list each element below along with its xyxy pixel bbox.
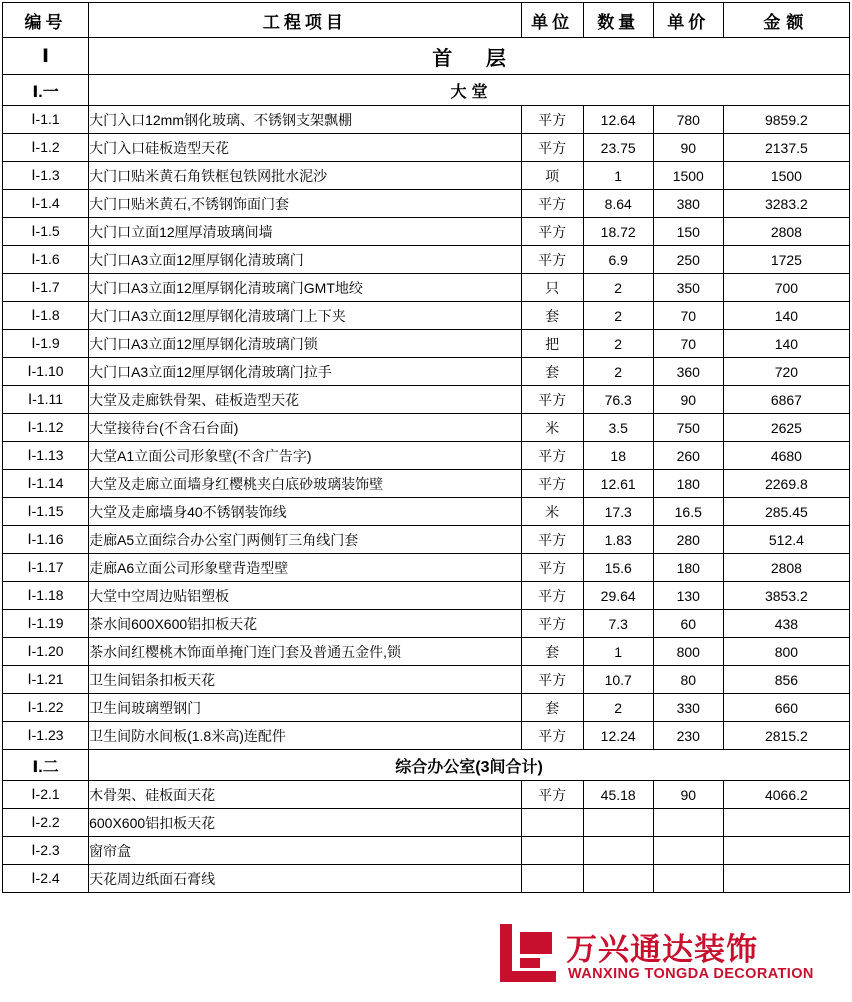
row-price: 260 [653, 442, 723, 470]
row-item: 茶水间红樱桃木饰面单掩门连门套及普通五金件,锁 [89, 638, 522, 666]
row-amount: 140 [723, 302, 849, 330]
row-code: Ⅰ-1.20 [3, 638, 89, 666]
row-price: 70 [653, 330, 723, 358]
row-price: 250 [653, 246, 723, 274]
table-row [3, 666, 850, 694]
table-row [3, 442, 850, 470]
row-price [653, 837, 723, 865]
table-row [3, 865, 850, 893]
row-unit: 平方 [521, 246, 583, 274]
row-unit: 平方 [521, 781, 583, 809]
row-item: 大堂及走廊墙身40不锈钢装饰线 [89, 498, 522, 526]
row-item: 走廊A6立面公司形象壁背造型壁 [89, 554, 522, 582]
row-code: Ⅰ-1.6 [3, 246, 89, 274]
row-qty [583, 837, 653, 865]
row-price: 150 [653, 218, 723, 246]
row-qty: 18 [583, 442, 653, 470]
row-code: Ⅰ-1.3 [3, 162, 89, 190]
row-code: Ⅰ-2.3 [3, 837, 89, 865]
row-unit: 平方 [521, 610, 583, 638]
row-qty: 76.3 [583, 386, 653, 414]
company-name-en: WANXING TONGDA DECORATION [568, 966, 814, 982]
row-code: Ⅰ-2.1 [3, 781, 89, 809]
row-qty: 2 [583, 358, 653, 386]
row-unit [521, 865, 583, 893]
header-item: 工程项目 [89, 3, 522, 38]
row-qty: 12.64 [583, 106, 653, 134]
row-code: Ⅰ-2.2 [3, 809, 89, 837]
table-row [3, 358, 850, 386]
row-item: 大门口贴米黄石角铁框包铁网批水泥沙 [89, 162, 522, 190]
row-unit: 套 [521, 302, 583, 330]
row-item: 大堂接待台(不含石台面) [89, 414, 522, 442]
section2b-title: 综合办公室(3间合计) [89, 750, 850, 781]
row-price: 360 [653, 358, 723, 386]
row-price: 280 [653, 526, 723, 554]
row-price: 130 [653, 582, 723, 610]
row-code: Ⅰ-1.16 [3, 526, 89, 554]
row-qty: 18.72 [583, 218, 653, 246]
row-item: 茶水间600X600铝扣板天花 [89, 610, 522, 638]
row-qty: 12.61 [583, 470, 653, 498]
row-item: 大堂A1立面公司形象壁(不含广告字) [89, 442, 522, 470]
section2-title: 大堂 [89, 75, 850, 106]
table-row [3, 330, 850, 358]
row-code: Ⅰ-1.14 [3, 470, 89, 498]
row-unit: 平方 [521, 386, 583, 414]
row-qty: 2 [583, 274, 653, 302]
row-code: Ⅰ-1.2 [3, 134, 89, 162]
row-price: 180 [653, 554, 723, 582]
company-logo-icon [496, 924, 558, 982]
row-qty: 2 [583, 302, 653, 330]
row-item: 大堂及走廊铁骨架、硅板造型天花 [89, 386, 522, 414]
table-row [3, 218, 850, 246]
row-amount: 4066.2 [723, 781, 849, 809]
row-price: 350 [653, 274, 723, 302]
table-row [3, 106, 850, 134]
row-qty: 2 [583, 694, 653, 722]
table-row [3, 302, 850, 330]
row-amount: 800 [723, 638, 849, 666]
row-unit: 平方 [521, 722, 583, 750]
table-row [3, 526, 850, 554]
row-unit: 把 [521, 330, 583, 358]
row-unit: 平方 [521, 666, 583, 694]
row-code: Ⅰ-1.15 [3, 498, 89, 526]
table-row [3, 781, 850, 809]
row-unit: 平方 [521, 442, 583, 470]
row-code: Ⅰ-1.13 [3, 442, 89, 470]
row-qty: 10.7 [583, 666, 653, 694]
row-unit: 平方 [521, 470, 583, 498]
row-code: Ⅰ-1.4 [3, 190, 89, 218]
row-amount [723, 865, 849, 893]
table-row [3, 610, 850, 638]
section1-code: Ⅰ [3, 38, 89, 75]
row-code: Ⅰ-2.4 [3, 865, 89, 893]
section1-title: 首 层 [89, 38, 850, 75]
row-qty: 1 [583, 162, 653, 190]
table-row [3, 722, 850, 750]
row-amount: 438 [723, 610, 849, 638]
row-item: 大门口贴米黄石,不锈钢饰面门套 [89, 190, 522, 218]
row-code: Ⅰ-1.21 [3, 666, 89, 694]
row-price: 90 [653, 386, 723, 414]
row-amount: 6867 [723, 386, 849, 414]
company-name-cn: 万兴通达装饰 [566, 932, 758, 968]
row-code: Ⅰ-1.19 [3, 610, 89, 638]
row-qty: 17.3 [583, 498, 653, 526]
row-amount: 285.45 [723, 498, 849, 526]
table-row [3, 809, 850, 837]
row-amount: 720 [723, 358, 849, 386]
row-price: 780 [653, 106, 723, 134]
table-row [3, 134, 850, 162]
row-qty: 15.6 [583, 554, 653, 582]
row-item: 大门口A3立面12厘厚钢化清玻璃门上下夹 [89, 302, 522, 330]
row-price: 60 [653, 610, 723, 638]
row-qty: 12.24 [583, 722, 653, 750]
row-price [653, 865, 723, 893]
table-row [3, 470, 850, 498]
header-unit: 单位 [521, 3, 583, 38]
row-item: 600X600铝扣板天花 [89, 809, 522, 837]
row-amount: 2625 [723, 414, 849, 442]
row-code: Ⅰ-1.9 [3, 330, 89, 358]
row-unit: 项 [521, 162, 583, 190]
row-code: Ⅰ-1.22 [3, 694, 89, 722]
row-item: 大门口A3立面12厘厚钢化清玻璃门锁 [89, 330, 522, 358]
row-code: Ⅰ-1.12 [3, 414, 89, 442]
row-price: 80 [653, 666, 723, 694]
row-item: 卫生间防水间板(1.8米高)连配件 [89, 722, 522, 750]
row-price: 380 [653, 190, 723, 218]
header-qty: 数量 [583, 3, 653, 38]
row-code: Ⅰ-1.18 [3, 582, 89, 610]
row-qty: 23.75 [583, 134, 653, 162]
row-item: 大堂及走廊立面墙身红樱桃夹白底砂玻璃装饰壁 [89, 470, 522, 498]
section-row-level1 [3, 38, 850, 75]
row-price: 1500 [653, 162, 723, 190]
row-unit: 套 [521, 358, 583, 386]
row-amount: 3853.2 [723, 582, 849, 610]
row-unit [521, 809, 583, 837]
table-row [3, 694, 850, 722]
row-amount: 9859.2 [723, 106, 849, 134]
table-row [3, 554, 850, 582]
row-price [653, 809, 723, 837]
row-item: 大门口A3立面12厘厚钢化清玻璃门GMT地绞 [89, 274, 522, 302]
row-item: 大门口A3立面12厘厚钢化清玻璃门 [89, 246, 522, 274]
quotation-table [2, 2, 850, 893]
row-amount: 660 [723, 694, 849, 722]
row-amount: 2808 [723, 218, 849, 246]
section2-code: Ⅰ.一 [3, 75, 89, 106]
table-row [3, 638, 850, 666]
row-price: 16.5 [653, 498, 723, 526]
header-price: 单价 [653, 3, 723, 38]
row-amount: 2815.2 [723, 722, 849, 750]
row-item: 天花周边纸面石膏线 [89, 865, 522, 893]
row-price: 90 [653, 134, 723, 162]
row-unit [521, 837, 583, 865]
row-qty: 6.9 [583, 246, 653, 274]
row-qty [583, 865, 653, 893]
row-item: 大门入口硅板造型天花 [89, 134, 522, 162]
row-item: 木骨架、硅板面天花 [89, 781, 522, 809]
header-amount: 金额 [723, 3, 849, 38]
row-amount: 2269.8 [723, 470, 849, 498]
row-amount: 2808 [723, 554, 849, 582]
row-unit: 米 [521, 498, 583, 526]
row-price: 70 [653, 302, 723, 330]
row-amount [723, 837, 849, 865]
row-code: Ⅰ-1.7 [3, 274, 89, 302]
row-item: 大门口A3立面12厘厚钢化清玻璃门拉手 [89, 358, 522, 386]
row-price: 750 [653, 414, 723, 442]
section2b-code: Ⅰ.二 [3, 750, 89, 781]
row-qty: 2 [583, 330, 653, 358]
row-unit: 平方 [521, 526, 583, 554]
row-item: 大门口立面12厘厚清玻璃间墙 [89, 218, 522, 246]
row-price: 230 [653, 722, 723, 750]
table-row [3, 498, 850, 526]
row-amount [723, 809, 849, 837]
row-amount: 700 [723, 274, 849, 302]
row-qty: 29.64 [583, 582, 653, 610]
row-item: 大门入口12mm钢化玻璃、不锈钢支架飘棚 [89, 106, 522, 134]
row-code: Ⅰ-1.1 [3, 106, 89, 134]
table-row [3, 582, 850, 610]
row-amount: 856 [723, 666, 849, 694]
table-row [3, 190, 850, 218]
row-price: 330 [653, 694, 723, 722]
row-code: Ⅰ-1.8 [3, 302, 89, 330]
row-unit: 平方 [521, 582, 583, 610]
row-item: 走廊A5立面综合办公室门两侧钉三角线门套 [89, 526, 522, 554]
row-qty: 7.3 [583, 610, 653, 638]
row-unit: 米 [521, 414, 583, 442]
row-qty: 1.83 [583, 526, 653, 554]
row-qty: 1 [583, 638, 653, 666]
row-unit: 平方 [521, 190, 583, 218]
row-code: Ⅰ-1.11 [3, 386, 89, 414]
row-item: 卫生间铝条扣板天花 [89, 666, 522, 694]
row-amount: 1500 [723, 162, 849, 190]
table-header-row [3, 3, 850, 38]
row-unit: 套 [521, 694, 583, 722]
row-qty [583, 809, 653, 837]
table-row [3, 386, 850, 414]
row-qty: 8.64 [583, 190, 653, 218]
row-unit: 平方 [521, 554, 583, 582]
row-amount: 3283.2 [723, 190, 849, 218]
row-item: 窗帘盒 [89, 837, 522, 865]
table-row [3, 246, 850, 274]
row-code: Ⅰ-1.10 [3, 358, 89, 386]
table-row [3, 274, 850, 302]
row-unit: 套 [521, 638, 583, 666]
row-amount: 1725 [723, 246, 849, 274]
row-code: Ⅰ-1.23 [3, 722, 89, 750]
row-qty: 3.5 [583, 414, 653, 442]
table-row [3, 162, 850, 190]
row-qty: 45.18 [583, 781, 653, 809]
row-amount: 512.4 [723, 526, 849, 554]
header-code: 编号 [3, 3, 89, 38]
row-code: Ⅰ-1.5 [3, 218, 89, 246]
section-row-level2 [3, 75, 850, 106]
row-unit: 平方 [521, 134, 583, 162]
row-unit: 平方 [521, 218, 583, 246]
row-code: Ⅰ-1.17 [3, 554, 89, 582]
row-unit: 平方 [521, 106, 583, 134]
row-amount: 2137.5 [723, 134, 849, 162]
row-price: 180 [653, 470, 723, 498]
row-amount: 4680 [723, 442, 849, 470]
row-amount: 140 [723, 330, 849, 358]
row-price: 90 [653, 781, 723, 809]
row-item: 大堂中空周边贴铝塑板 [89, 582, 522, 610]
table-row [3, 414, 850, 442]
row-unit: 只 [521, 274, 583, 302]
row-price: 800 [653, 638, 723, 666]
section-row-level2 [3, 750, 850, 781]
row-item: 卫生间玻璃塑钢门 [89, 694, 522, 722]
company-watermark [496, 922, 846, 996]
table-row [3, 837, 850, 865]
